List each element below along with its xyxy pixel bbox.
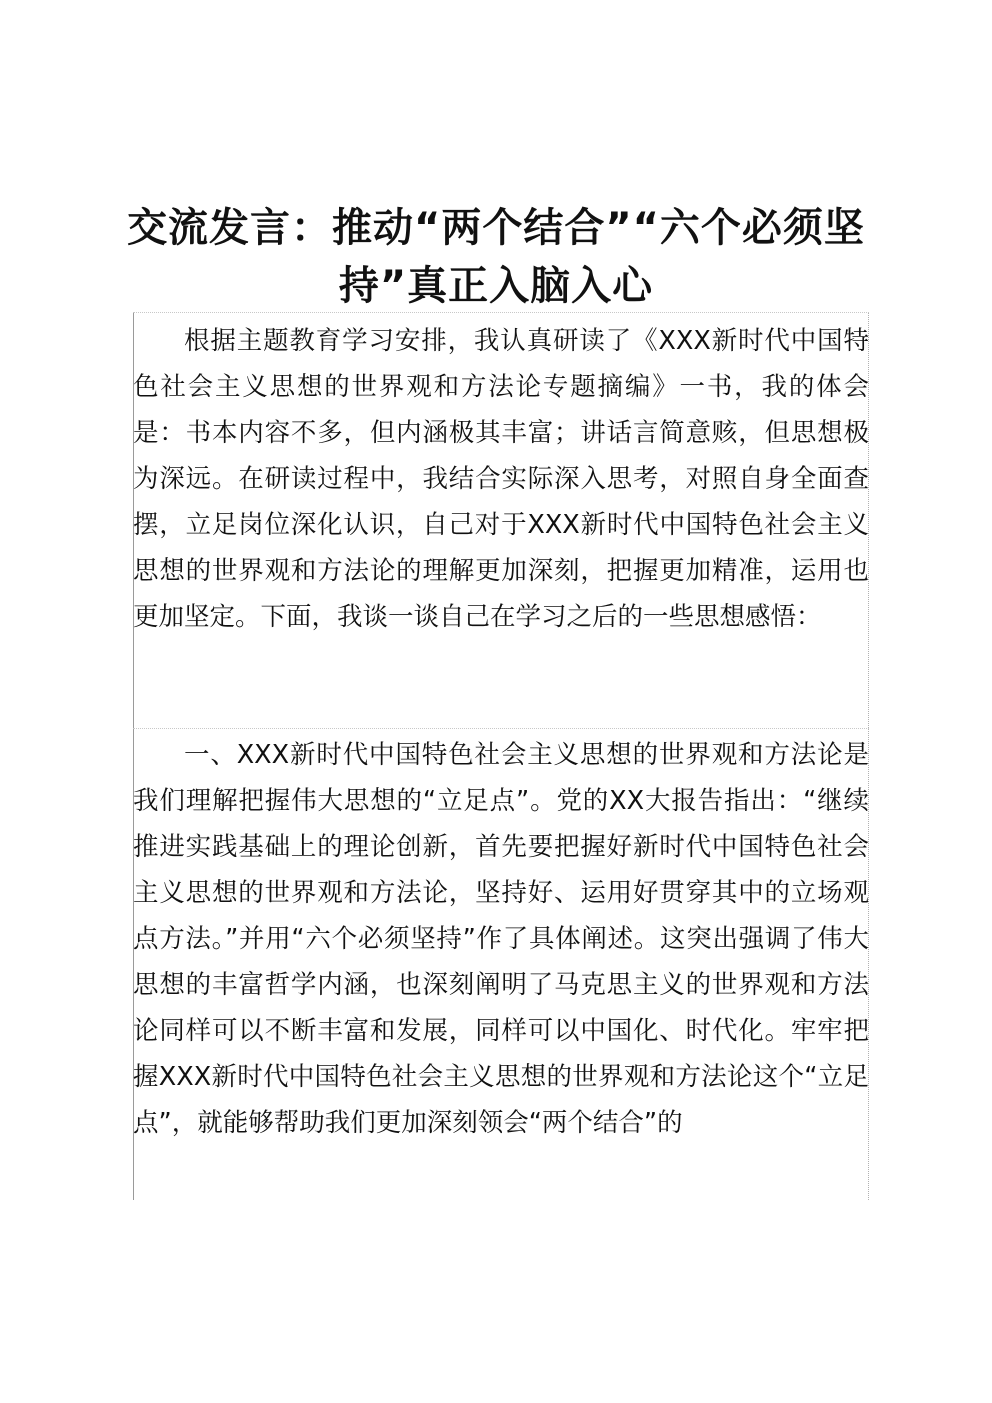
text-frame-top-border <box>133 312 869 313</box>
paragraph-intro: 根据主题教育学习安排，我认真研读了《XXX新时代中国特色社会主义思想的世界观和方法论专题摘编》一书，我的体会是：书本内容不多，但内涵极其丰富；讲话言简意赅，但思想极为深远。在研读过程中，我结合实际深入思考，对照自身全面查摆，立足岗位深化认识，自己对于XXX新时代中国特色社会主义思想的世界观和方法论的理解更加深刻，把握更加精准，运用也更加坚定。下面，我谈一谈自己在学习之后的一些思想感悟： <box>133 326 869 632</box>
document-body <box>133 312 869 1200</box>
document-title: 交流发言：推动“两个结合”“六个必须坚持”真正入脑入心 <box>127 204 865 309</box>
paragraph-separator <box>133 728 869 729</box>
paragraph-section-one: 一、XXX新时代中国特色社会主义思想的世界观和方法论是我们理解把握伟大思想的“立足点”。党的XX大报告指出：“继续推进实践基础上的理论创新，首先要把握好新时代中国特色社会主义思想的世界观和方法论，坚持好、运用好贯穿其中的立场观点方法。”并用“六个必须坚持”作了具体阐述。这突出强调了伟大思想的丰富哲学内涵，也深刻阐明了马克思主义的世界观和方法论同样可以不断丰富和发展，同样可以中国化、时代化。牢牢把握XXX新时代中国特色社会主义思想的世界观和方法论这个“立足点”，就能够帮助我们更加深刻领会“两个结合”的 <box>133 740 869 1138</box>
